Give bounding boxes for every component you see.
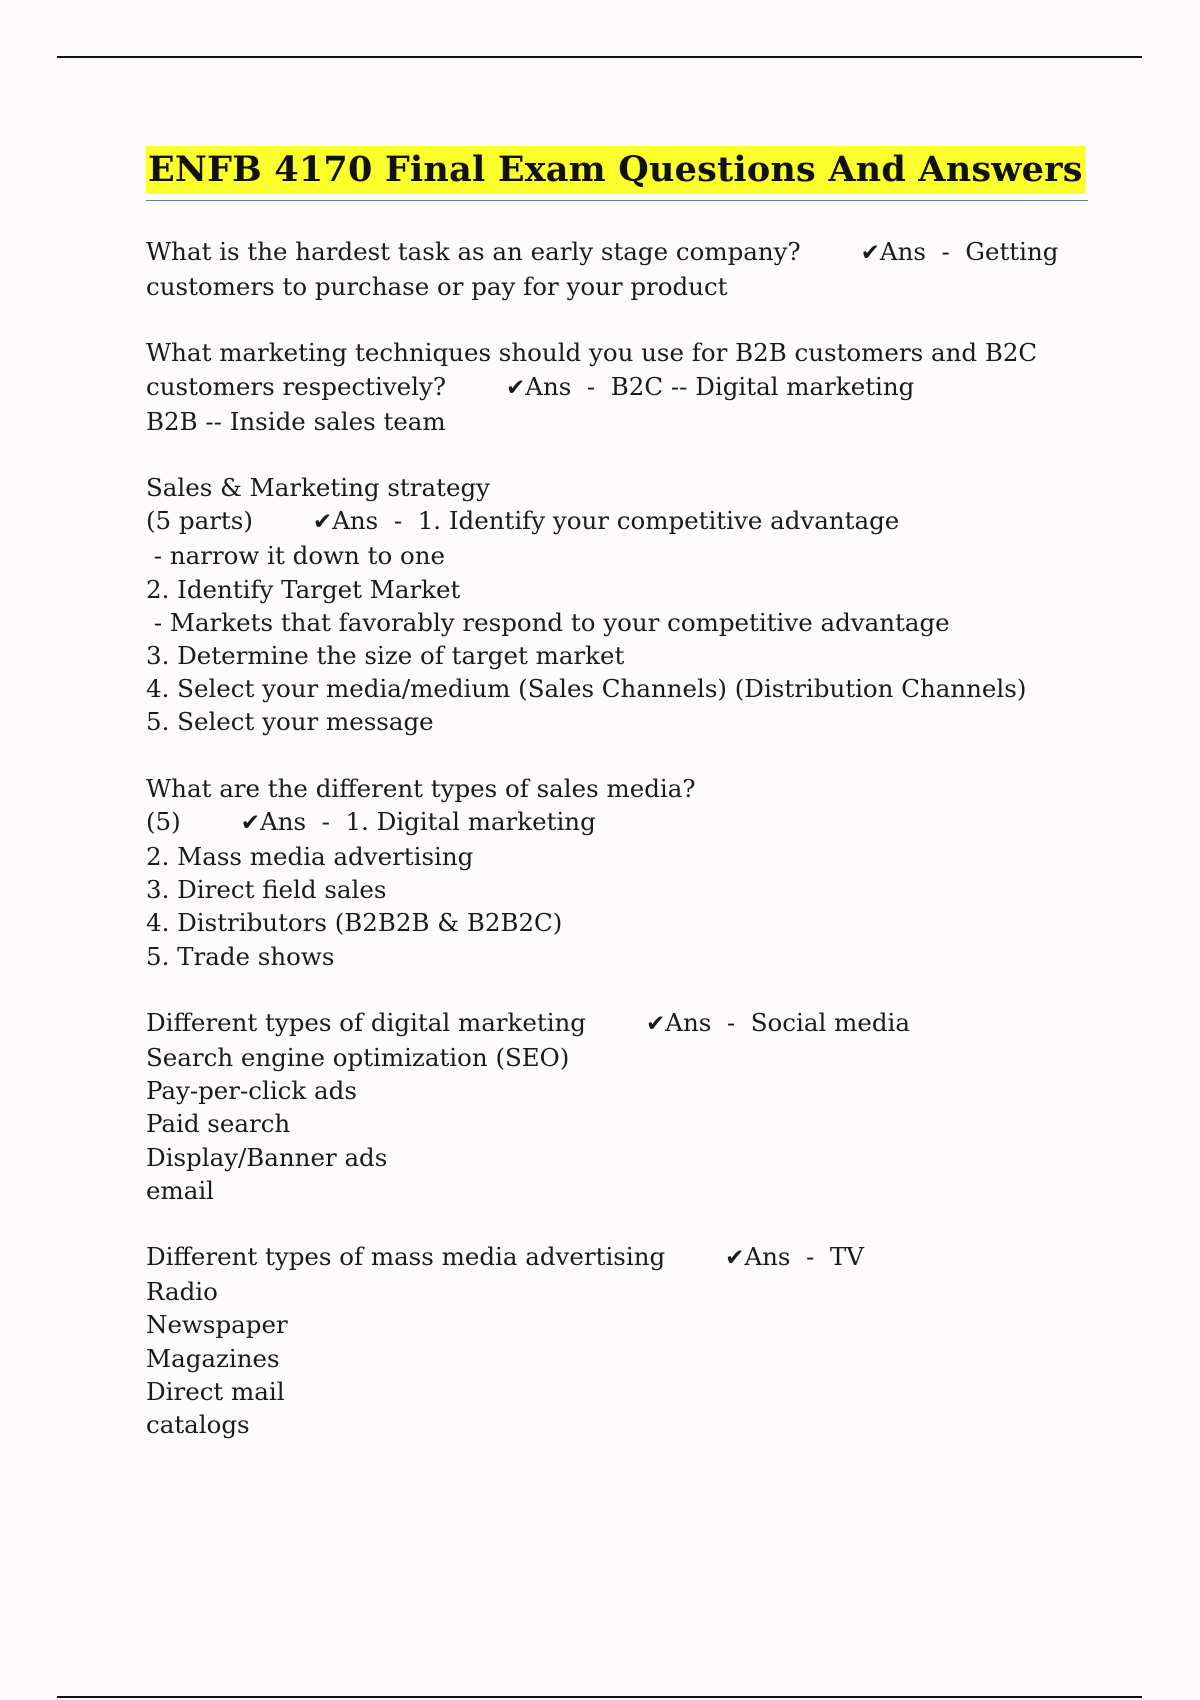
answer-line: 4. Select your media/medium (Sales Channels) (Distribution Channels) [146,674,1027,704]
qa-item [146,471,1088,739]
answer-text: 1. Identify your competitive advantage [417,506,900,536]
answer-line: catalogs [146,1410,250,1440]
answer-text: Social media [750,1007,910,1037]
checkmark-icon: ✔ [506,374,526,401]
question-text: What marketing techniques should you use for B2B customers and B2C [146,338,1038,368]
answer-line: B2B -- Inside sales team [146,406,446,436]
answer-line: - narrow it down to one [146,541,446,571]
answer-line: Radio [146,1277,218,1307]
document-body [146,146,1088,1474]
qa-item [146,1006,1088,1207]
header-rule [57,56,1142,58]
answer-line: Search engine optimization (SEO) [146,1043,570,1073]
answer-line: Magazines [146,1343,280,1373]
answer-line: Direct mail [146,1376,285,1406]
question-text: customers respectively? [146,371,446,401]
qa-item [146,1240,1088,1441]
qa-item [146,336,1088,438]
answer-label: Ans - [665,1007,751,1037]
answer-line: 5. Select your message [146,707,434,737]
answer-line: Paid search [146,1109,291,1139]
answer-line: email [146,1175,215,1205]
answer-line: 3. Direct field sales [146,875,387,905]
question-text: (5 parts) [146,506,253,536]
answer-text: B2C -- Digital marketing [610,371,915,401]
answer-label: Ans - [525,371,611,401]
checkmark-icon: ✔ [860,240,880,266]
answer-text: Getting [965,237,1059,266]
title-block [146,146,1088,201]
document-title: ENFB 4170 Final Exam Questions And Answers [146,146,1085,194]
answer-line: - Markets that favorably respond to your competitive advantage [146,607,950,637]
qa-item [146,772,1088,973]
answer-line: 3. Determine the size of target market [146,641,625,671]
question-text: Different types of mass media advertising [146,1242,666,1272]
answer-line: 4. Distributors (B2B2B & B2B2C) [146,908,563,938]
answer-line: 2. Mass media advertising [146,842,474,872]
question-text: What is the hardest task as an early stage company? [146,237,801,266]
answer-label: Ans - [744,1242,830,1272]
answer-line: Pay-per-click ads [146,1076,357,1106]
checkmark-icon: ✔ [240,809,260,836]
checkmark-icon: ✔ [725,1245,745,1272]
answer-label: Ans - [332,506,418,536]
answer-line: 2. Identify Target Market [146,574,461,604]
question-text: Sales & Marketing strategy [146,473,490,503]
checkmark-icon: ✔ [646,1010,666,1037]
qa-item [146,235,1088,303]
answer-text: 1. Digital marketing [345,806,596,836]
answer-line: Display/Banner ads [146,1142,388,1172]
question-text: What are the different types of sales media? [146,773,696,803]
checkmark-icon: ✔ [312,509,333,536]
answer-label: Ans - [879,237,966,266]
footer-rule [57,1696,1142,1698]
question-text: (5) [146,806,181,836]
answer-line: 5. Trade shows [146,941,335,971]
question-text: Different types of digital marketing [146,1007,586,1037]
answer-line: customers to purchase or pay for your product [146,272,728,302]
answer-label: Ans - [260,806,346,836]
answer-line: Newspaper [146,1310,288,1340]
answer-text: TV [829,1242,864,1272]
